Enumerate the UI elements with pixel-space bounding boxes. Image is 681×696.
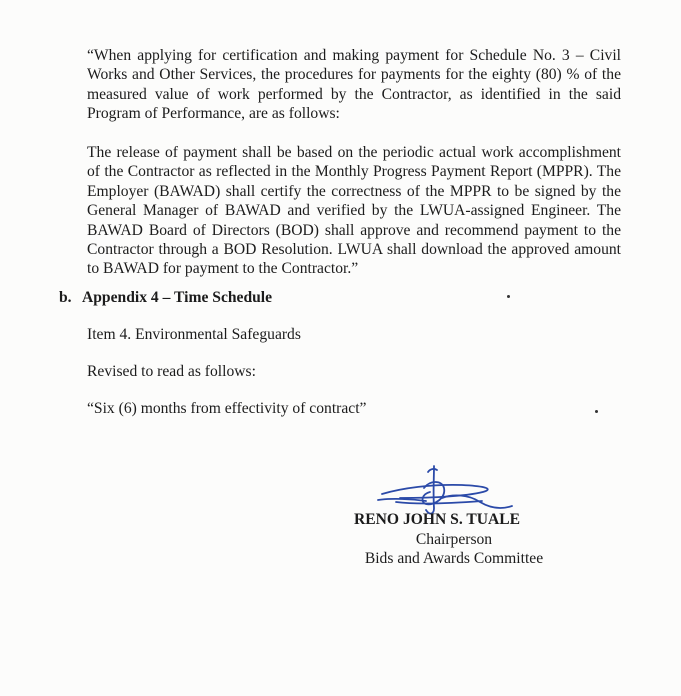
signatory-committee: Bids and Awards Committee xyxy=(364,550,544,567)
paragraph-payment-release: The release of payment shall be based on the periodic actual work accomplishment of the Contractor as reflected in the Monthly Progress Payment Report (MPPR). The Employer (BAWAD) shall certify the correctness of the MPPR to be signed by the General Manager of BAWAD and verified by the LWUA-assigned Engineer. The BAWAD Board of Directors (BOD) shall approve and recommend payment to the Contractor through a BOD Resolution. LWUA shall download the approved amount to BAWAD for payment to the Contractor.” xyxy=(87,144,621,278)
scan-speck xyxy=(595,410,598,413)
item-environmental-safeguards: Item 4. Environmental Safeguards xyxy=(87,326,301,343)
section-heading-appendix-4 xyxy=(59,289,272,307)
revised-note: Revised to read as follows: xyxy=(87,363,256,380)
signature-block xyxy=(354,510,554,569)
revised-schedule-quote: “Six (6) months from effectivity of contract” xyxy=(87,400,367,417)
scan-speck xyxy=(507,295,510,298)
signatory-name: RENO JOHN S. TUALE xyxy=(354,511,521,528)
section-marker: b. xyxy=(59,289,72,306)
signatory-title: Chairperson xyxy=(415,530,493,548)
paragraph-payment-procedure-intro: “When applying for certification and making payment for Schedule No. 3 – Civil Works and Other Services, the procedures for payments for the eighty (80) % of the measured value of work performed by the Contractor, as identified in the said Program of Performance, are as follows: xyxy=(87,47,621,123)
section-title: Appendix 4 – Time Schedule xyxy=(82,289,273,306)
